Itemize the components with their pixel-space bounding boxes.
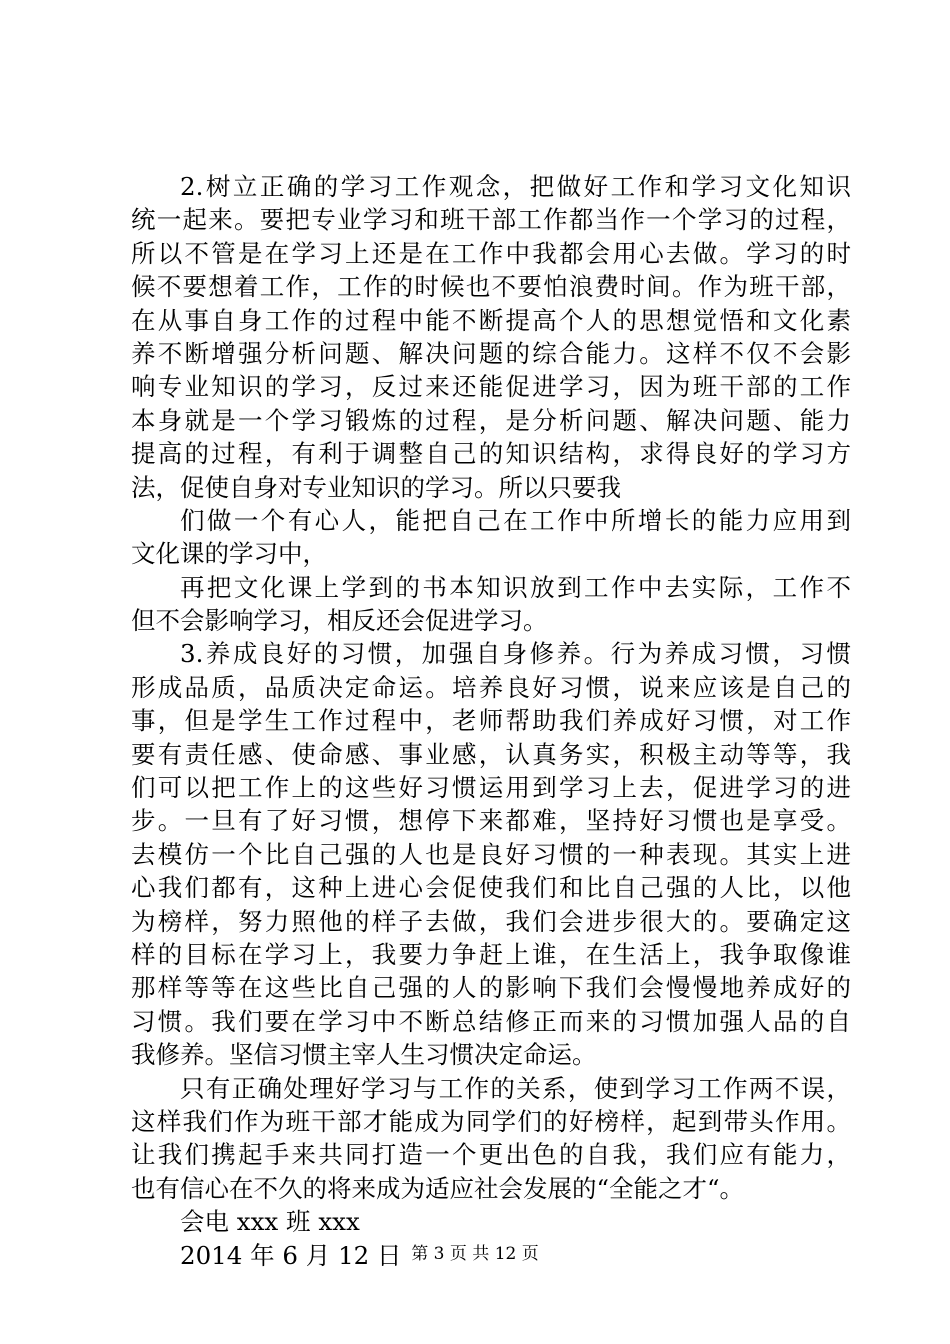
paragraph-line: 步。一旦有了好习惯，想停下来都难，坚持好习惯也是享受。 (131, 806, 851, 836)
paragraph-line: 候不要想着工作，工作的时候也不要怕浪费时间。作为班干部， (131, 272, 851, 302)
paragraph-line: 但不会影响学习，相反还会促进学习。 (131, 606, 548, 636)
paragraph-line: 我修养。坚信习惯主宰人生习惯决定命运。 (131, 1040, 597, 1070)
paragraph-line: 养不断增强分析问题、解决问题的综合能力。这样不仅不会影 (131, 338, 851, 368)
paragraph-line: 要有责任感、使命感、事业感，认真务实，积极主动等等，我 (131, 739, 851, 769)
paragraph-line: 3.养成良好的习惯，加强自身修养。行为养成习惯，习惯 (180, 639, 851, 669)
paragraph-line: 们可以把工作上的这些好习惯运用到学习上去，促进学习的进 (131, 773, 851, 803)
paragraph-line: 统一起来。要把专业学习和班干部工作都当作一个学习的过程， (131, 205, 851, 235)
paragraph-line: 心我们都有，这种上进心会促使我们和比自己强的人比，以他 (131, 873, 851, 903)
paragraph-line: 习惯。我们要在学习中不断总结修正而来的习惯加强人品的自 (131, 1006, 851, 1036)
paragraph-line: 2.树立正确的学习工作观念，把做好工作和学习文化知识 (180, 172, 851, 201)
signature-line: 会电 xxx 班 xxx (180, 1207, 360, 1237)
paragraph-line: 们做一个有心人，能把自己在工作中所增长的能力应用到 (180, 505, 851, 535)
paragraph-line: 那样等等在这些比自己强的人的影响下我们会慢慢地养成好的 (131, 973, 851, 1003)
page-number-footer: 第 3 页 共 12 页 (411, 1244, 539, 1264)
paragraph-line: 也有信心在不久的将来成为适应社会发展的“全能之才“。 (131, 1173, 745, 1203)
paragraph-line: 在从事自身工作的过程中能不断提高个人的思想觉悟和文化素 (131, 305, 851, 335)
paragraph-line: 文化课的学习中， (131, 539, 327, 569)
paragraph-line: 事，但是学生工作过程中，老师帮助我们养成好习惯，对工作 (131, 706, 851, 736)
paragraph-line: 提高的过程，有利于调整自己的知识结构，求得良好的学习方 (131, 439, 851, 469)
paragraph-line: 这样我们作为班干部才能成为同学们的好榜样，起到带头作用。 (131, 1106, 851, 1136)
paragraph-line: 形成品质，品质决定命运。培养良好习惯，说来应该是自己的 (131, 672, 851, 702)
paragraph-line: 法，促使自身对专业知识的学习。所以只要我 (131, 472, 621, 502)
paragraph-line: 响专业知识的学习，反过来还能促进学习，因为班干部的工作 (131, 372, 851, 402)
paragraph-line: 为榜样，努力照他的样子去做，我们会进步很大的。要确定这 (131, 906, 851, 936)
paragraph-line: 只有正确处理好学习与工作的关系，使到学习工作两不误， (180, 1073, 851, 1103)
paragraph-line: 所以不管是在学习上还是在工作中我都会用心去做。学习的时 (131, 238, 851, 268)
paragraph-line: 去模仿一个比自己强的人也是良好习惯的一种表现。其实上进 (131, 839, 851, 869)
date-line: 2014 年 6 月 12 日 (180, 1240, 402, 1270)
paragraph-line: 样的目标在学习上，我要力争赶上谁，在生活上，我争取像谁 (131, 939, 851, 969)
paragraph-line: 本身就是一个学习锻炼的过程，是分析问题、解决问题、能力 (131, 405, 851, 435)
document-body (131, 170, 851, 1272)
paragraph-line: 再把文化课上学到的书本知识放到工作中去实际，工作不 (180, 572, 851, 602)
paragraph-line: 让我们携起手来共同打造一个更出色的自我，我们应有能力， (131, 1140, 851, 1170)
